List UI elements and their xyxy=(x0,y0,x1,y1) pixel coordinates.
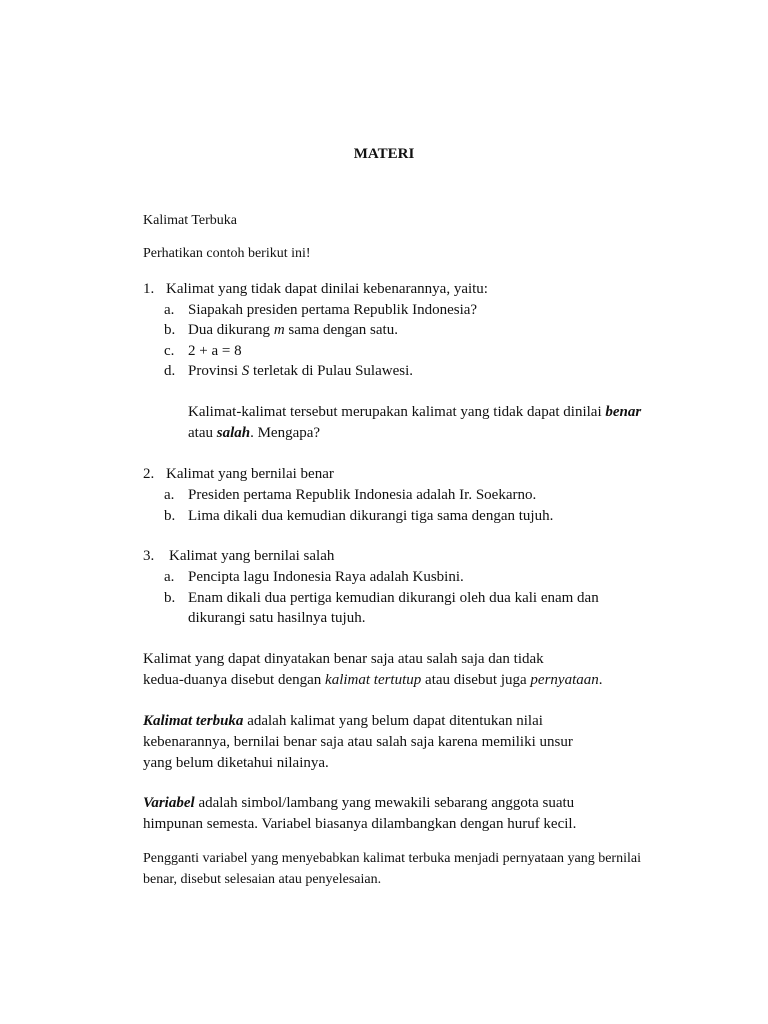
term-pernyataan: pernyataan xyxy=(530,672,599,688)
paragraph-2-line-2: kebenarannya, bernilai benar saja atau salah saja karena memiliki unsur xyxy=(143,734,573,750)
section-1-number: 1. xyxy=(143,281,155,297)
paragraph-text: kedua-duanya disebut dengan xyxy=(143,672,326,688)
item-letter: d. xyxy=(164,363,176,379)
emphasis-salah: salah xyxy=(216,425,251,441)
list-item-continued: dikurangi satu hasilnya tujuh. xyxy=(188,610,366,626)
item-letter: b. xyxy=(164,322,176,338)
paragraph-2-line-1 xyxy=(143,713,543,730)
paragraph-3-line-2: himpunan semesta. Variabel biasanya dilambangkan dengan huruf kecil. xyxy=(143,816,577,832)
paragraph-text: atau disebut juga xyxy=(421,672,531,688)
item-letter: a. xyxy=(164,569,175,585)
paragraph-4-line-2: benar, disebut selesaian atau penyelesaian. xyxy=(143,872,382,887)
list-item: Enam dikali dua pertiga kemudian dikurangi oleh dua kali enam dan xyxy=(188,590,599,606)
note-line-2 xyxy=(188,425,320,442)
item-letter: c. xyxy=(164,343,175,359)
variable-s: S xyxy=(241,363,250,379)
section-3-heading: Kalimat yang bernilai salah xyxy=(169,548,335,564)
term-kalimat-tertutup: kalimat tertutup xyxy=(325,672,422,688)
list-item: Lima dikali dua kemudian dikurangi tiga sama dengan tujuh. xyxy=(188,508,554,524)
term-variabel: Variabel xyxy=(143,795,195,811)
section-3-number: 3. xyxy=(143,548,155,564)
section-subtitle: Kalimat Terbuka xyxy=(143,213,238,228)
section-2-heading: Kalimat yang bernilai benar xyxy=(166,466,334,482)
paragraph-text: . xyxy=(598,672,603,688)
note-text: atau xyxy=(188,425,217,441)
emphasis-benar: benar xyxy=(605,404,642,420)
paragraph-4-line-1: Pengganti variabel yang menyebabkan kalimat terbuka menjadi pernyataan yang bernilai xyxy=(143,851,641,866)
item-text: terletak di Pulau Sulawesi. xyxy=(249,363,413,379)
paragraph-3-line-1 xyxy=(143,795,574,812)
note-text: . Mengapa? xyxy=(250,425,321,441)
list-item: Siapakah presiden pertama Republik Indonesia? xyxy=(188,302,478,318)
item-letter: a. xyxy=(164,487,175,503)
variable-m: m xyxy=(273,322,285,338)
list-item xyxy=(188,322,398,339)
intro-text: Perhatikan contoh berikut ini! xyxy=(143,246,311,261)
item-text: Dua dikurang xyxy=(188,322,274,338)
section-2-number: 2. xyxy=(143,466,155,482)
paragraph-text: adalah kalimat yang belum dapat ditentukan nilai xyxy=(243,713,543,729)
page-title: MATERI xyxy=(353,146,415,162)
paragraph-text: adalah simbol/lambang yang mewakili sebarang anggota suatu xyxy=(194,795,575,811)
item-text: Provinsi xyxy=(188,363,242,379)
paragraph-1-line-2 xyxy=(143,672,603,689)
section-1-heading: Kalimat yang tidak dapat dinilai kebenarannya, yaitu: xyxy=(166,281,488,297)
item-letter: a. xyxy=(164,302,175,318)
item-letter: b. xyxy=(164,590,176,606)
item-letter: b. xyxy=(164,508,176,524)
paragraph-2-line-3: yang belum diketahui nilainya. xyxy=(143,755,329,771)
item-text: sama dengan satu. xyxy=(284,322,398,338)
note-text: Kalimat-kalimat tersebut merupakan kalimat yang tidak dapat dinilai xyxy=(188,404,606,420)
term-kalimat-terbuka: Kalimat terbuka xyxy=(143,713,244,729)
note-line-1 xyxy=(188,404,641,421)
list-item xyxy=(188,363,413,380)
paragraph-1-line-1: Kalimat yang dapat dinyatakan benar saja atau salah saja dan tidak xyxy=(143,651,544,667)
list-item: 2 + a = 8 xyxy=(188,343,242,359)
list-item: Pencipta lagu Indonesia Raya adalah Kusbini. xyxy=(188,569,464,585)
list-item: Presiden pertama Republik Indonesia adalah Ir. Soekarno. xyxy=(188,487,537,503)
